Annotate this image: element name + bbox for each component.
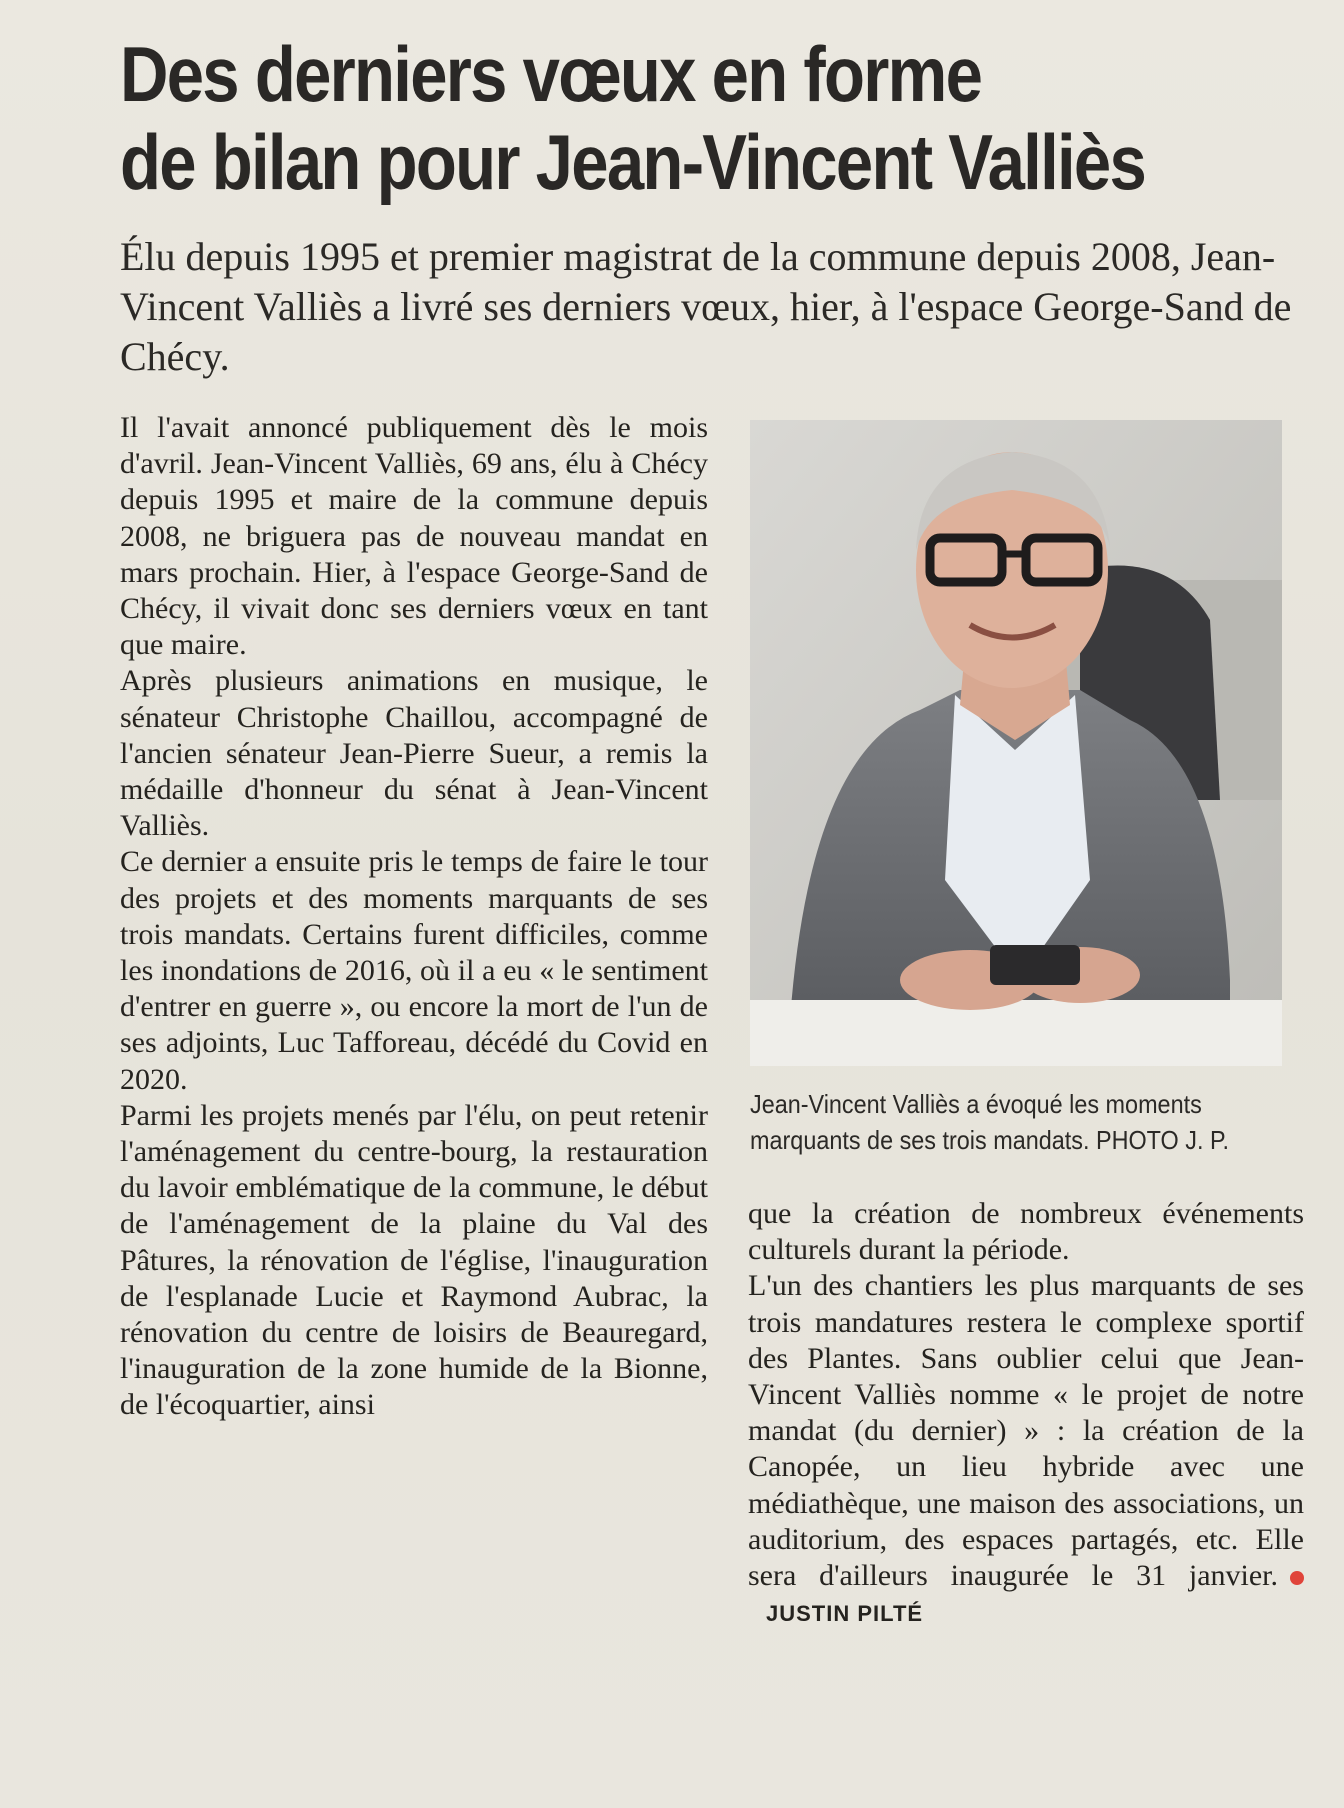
body-paragraph: que la création de nombreux événements culturels durant la période. <box>748 1197 1304 1267</box>
portrait-illustration <box>750 420 1282 1066</box>
author-byline: JUSTIN PILTÉ <box>766 1601 924 1627</box>
body-paragraph: Après plusieurs animations en musique, le sénateur Christophe Chaillou, accompagné de l'ancien sénateur Jean-Pierre Sueur, a remis la médaille d'honneur du sénat à Jean-Vincent Valliès. <box>120 664 708 843</box>
body-paragraph: Parmi les projets menés par l'élu, on peut retenir l'aménagement du centre-bourg, la restauration du lavoir emblématique de la commune, le début de l'aménagement de la plaine du Val des Pâtures, la rénovation de l'église, l'inauguration de l'esplanade Lucie et Raymond Aubrac, la rénovation du centre de loisirs de Beauregard, l'inauguration de la zone humide de la Bionne, de l'écoquartier, ainsi <box>120 1098 708 1422</box>
body-column-right <box>748 1196 1304 1632</box>
body-paragraph: Il l'avait annoncé publiquement dès le mois d'avril. Jean-Vincent Valliès, 69 ans, élu à Chécy depuis 1995 et maire de la commune depuis 2008, ne briguera pas de nouveau mandat en mars prochain. Hier, à l'espace George-Sand de Chécy, il vivait donc ses derniers vœux en tant que maire. <box>120 411 708 662</box>
headline <box>120 30 1146 206</box>
portrait-photo <box>750 420 1282 1066</box>
body-paragraph-text: L'un des chantiers les plus marquants de ses trois mandatures restera le complexe sportif des Plantes. Sans oublier celui que Jean-Vincent Valliès nomme « le projet de notre mandat (du dernier) » : la création de la Canopée, un lieu hybride avec une médiathèque, une maison des associations, un auditorium, des espaces partagés, etc. Elle sera d'ailleurs inaugurée le 31 janvier. <box>748 1269 1304 1593</box>
headline-line-1: Des derniers vœux en forme <box>120 30 982 118</box>
body-paragraph <box>748 1268 1304 1632</box>
headline-line-2: de bilan pour Jean-Vincent Valliès <box>120 118 1146 206</box>
lead-paragraph: Élu depuis 1995 et premier magistrat de la commune depuis 2008, Jean-Vincent Valliès a livré ses derniers vœux, hier, à l'espace George-Sand de Chécy. <box>120 234 1292 379</box>
photo-caption: Jean-Vincent Valliès a évoqué les moments marquants de ses trois mandats. PHOTO J. P. <box>750 1089 1230 1155</box>
body-column-left <box>120 410 708 1424</box>
body-paragraph: Ce dernier a ensuite pris le temps de faire le tour des projets et des moments marquants de ses trois mandats. Certains furent difficiles, comme les inondations de 2016, où il a eu « le sentiment d'entrer en guerre », ou encore la mort de l'un de ses adjoints, Luc Tafforeau, décédé du Covid en 2020. <box>120 845 708 1096</box>
bullet-icon <box>1290 1571 1304 1585</box>
